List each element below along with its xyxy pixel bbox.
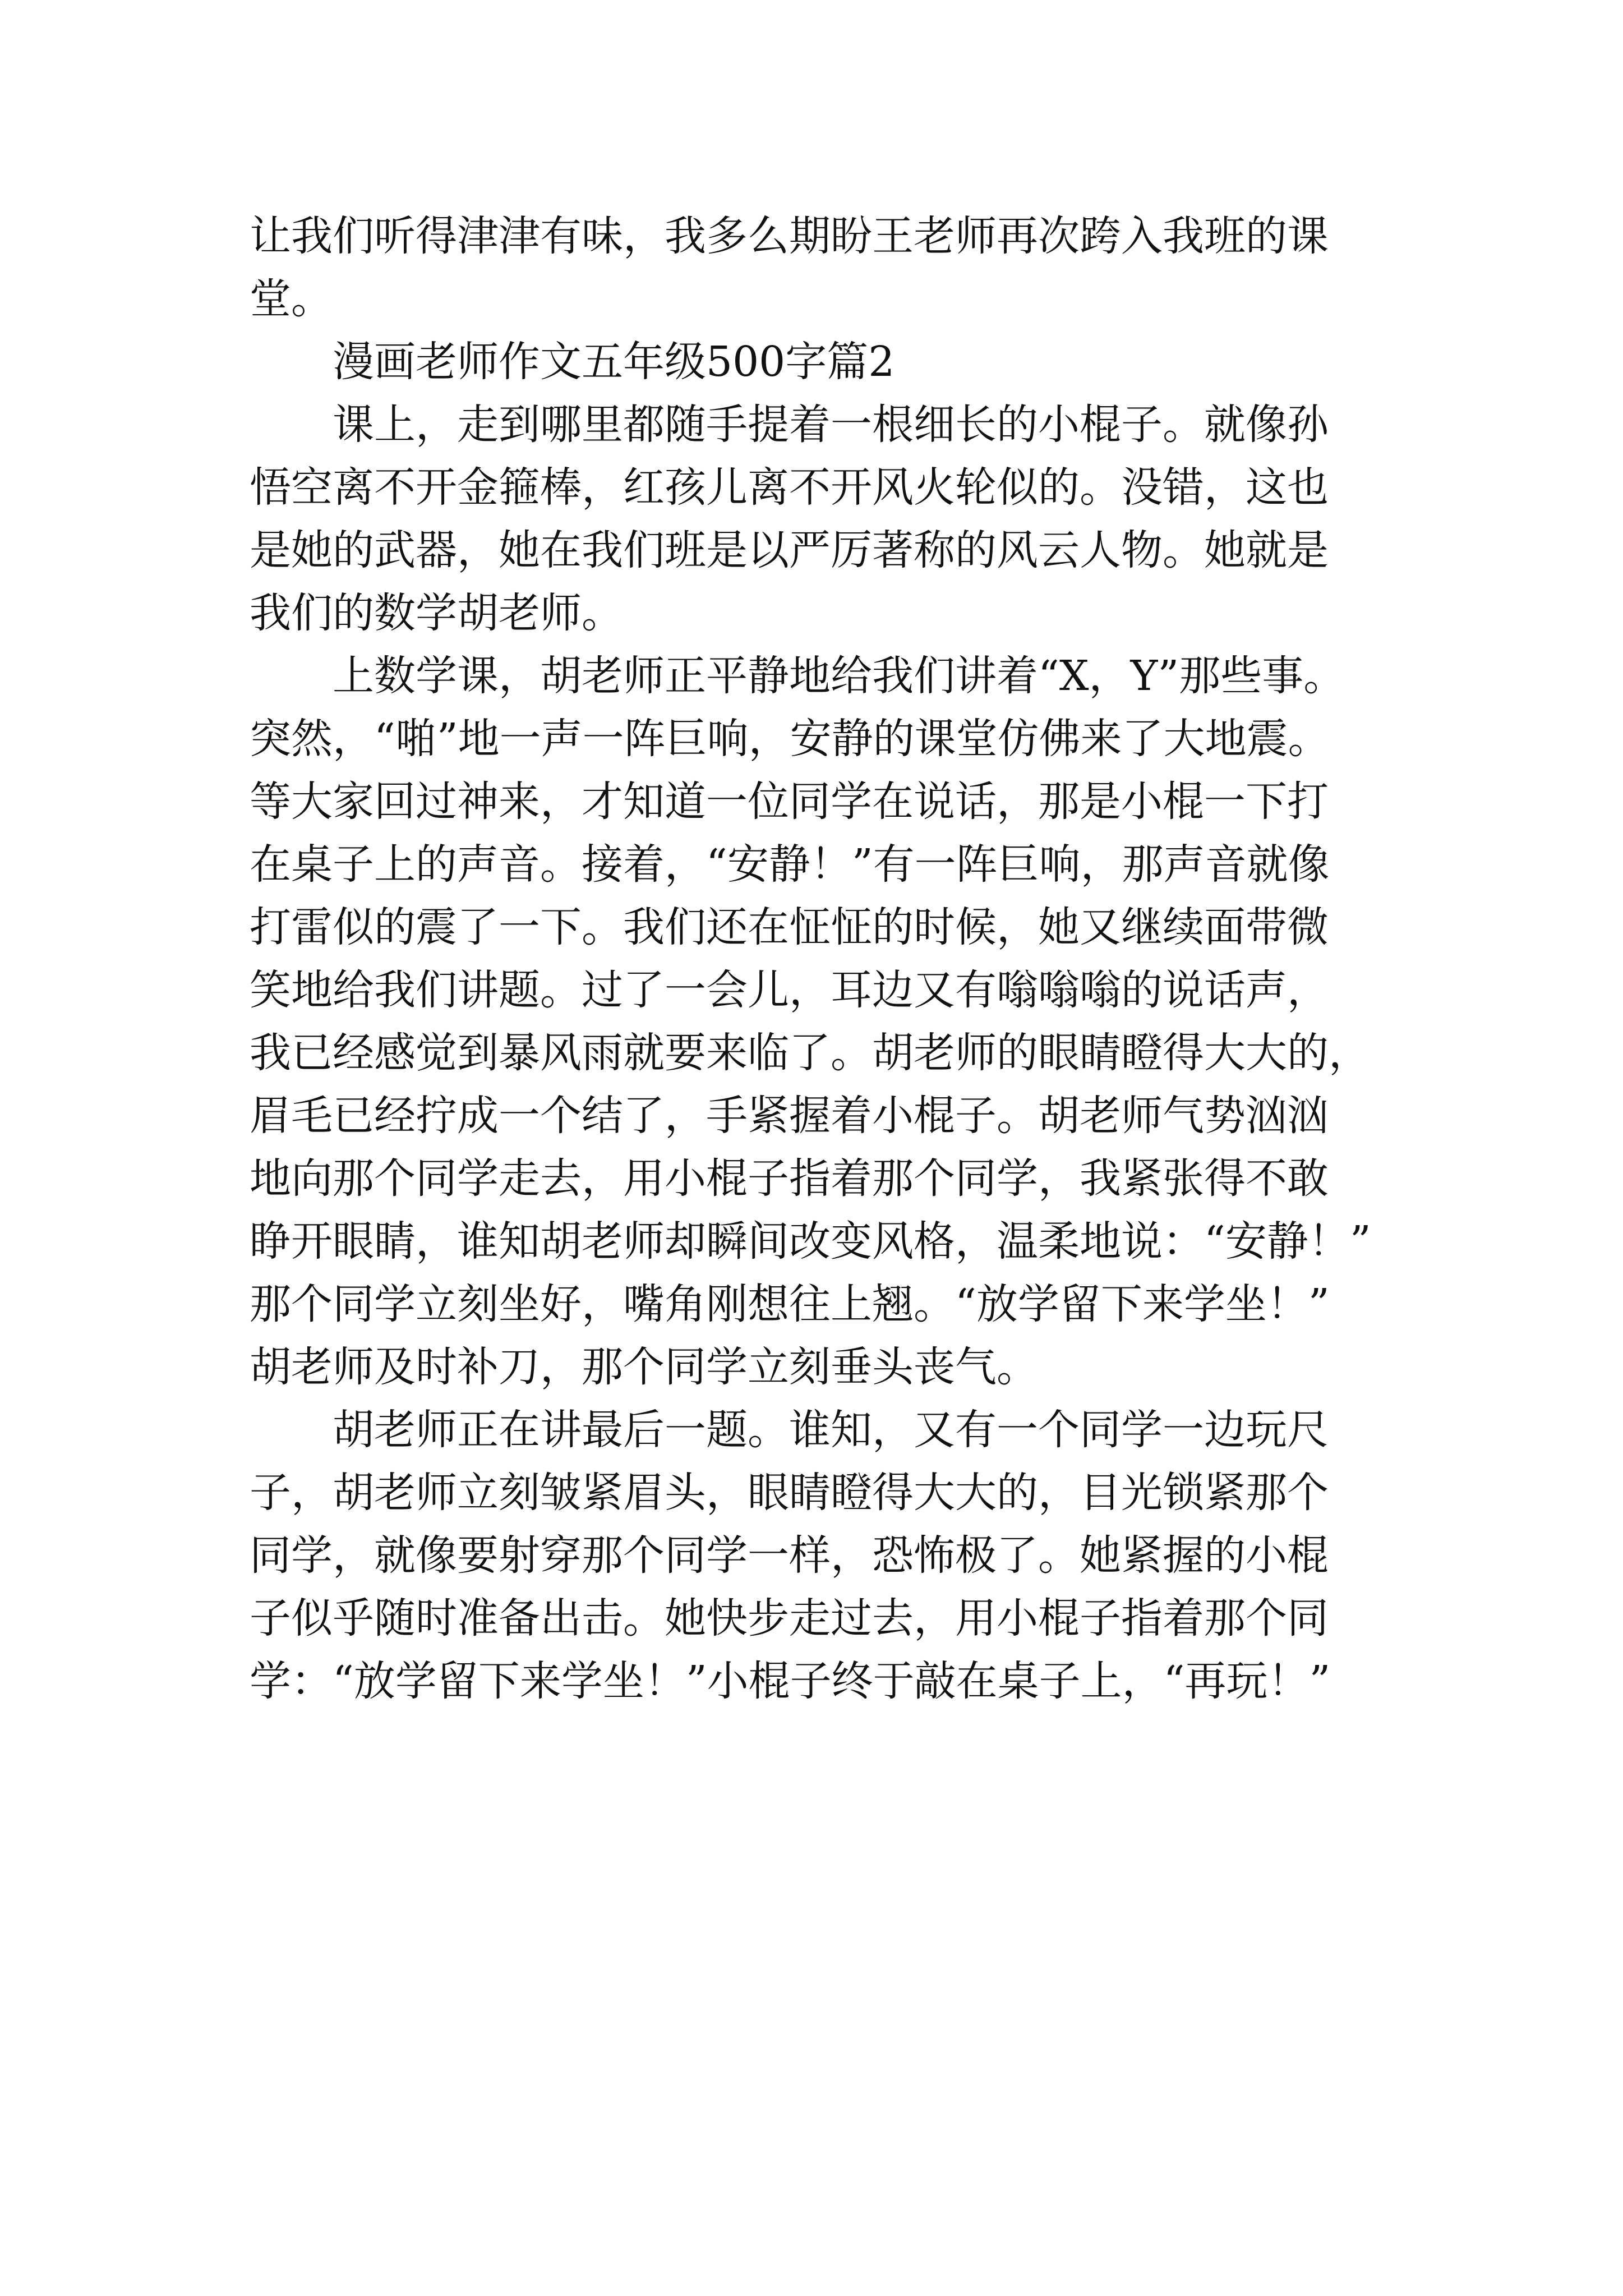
paragraph-2 <box>250 645 1382 1398</box>
paragraph-line: 突然，“啪”地一声一阵巨响，安静的课堂仿佛来了大地震。 <box>250 715 1330 763</box>
continuation-line: 让我们听得津津有味，我多么期盼王老师再次跨入我班的课 <box>250 212 1329 260</box>
paragraph-line: 胡老师正在讲最后一题。谁知，又有一个同学一边玩尺 <box>333 1406 1329 1454</box>
paragraph-line: 地向那个同学走去，用小棍子指着那个同学，我紧张得不敢 <box>250 1154 1329 1203</box>
paragraph-3 <box>250 1398 1382 1713</box>
paragraph-line: 悟空离不开金箍棒，红孩儿离不开风火轮似的。没错，这也 <box>250 463 1329 512</box>
continuation-line: 堂。 <box>250 275 333 323</box>
paragraph-line: 笑地给我们讲题。过了一会儿，耳边又有嗡嗡嗡的说话声， <box>250 966 1329 1014</box>
paragraph-line: 子，胡老师立刻皱紧眉头，眼睛瞪得大大的，目光锁紧那个 <box>250 1469 1329 1517</box>
paragraph-line: 子似乎随时准备出击。她快步走过去，用小棍子指着那个同 <box>250 1594 1329 1642</box>
paragraph-line: 眉毛已经拧成一个结了，手紧握着小棍子。胡老师气势汹汹 <box>250 1092 1329 1140</box>
paragraph-line: 打雷似的震了一下。我们还在怔怔的时候，她又继续面带微 <box>250 903 1329 951</box>
paragraph-line: 睁开眼睛，谁知胡老师却瞬间改变风格，温柔地说：“安静！” <box>250 1217 1371 1266</box>
paragraph-line: 那个同学立刻坐好，嘴角刚想往上翘。“放学留下来学坐！” <box>250 1280 1330 1328</box>
paragraph-line: 在桌子上的声音。接着，“安静！”有一阵巨响，那声音就像 <box>250 840 1330 889</box>
document-body <box>250 205 1382 1713</box>
section-heading: 漫画老师作文五年级500字篇2 <box>333 338 895 386</box>
paragraph-line: 学：“放学留下来学坐！”小棍子终于敲在桌子上，“再玩！” <box>250 1657 1331 1705</box>
paragraph-line: 上数学课，胡老师正平静地给我们讲着“X，Y”那些事。 <box>333 652 1345 700</box>
paragraph-line: 我们的数学胡老师。 <box>250 589 623 637</box>
paragraph-line: 胡老师及时补刀，那个同学立刻垂头丧气。 <box>250 1343 1038 1391</box>
paragraph-1 <box>250 393 1382 645</box>
paragraph-line: 课上，走到哪里都随手提着一根细长的小棍子。就像孙 <box>333 401 1329 449</box>
paragraph-line: 等大家回过神来，才知道一位同学在说话，那是小棍一下打 <box>250 777 1329 826</box>
paragraph-line: 同学，就像要射穿那个同学一样，恐怖极了。她紧握的小棍 <box>250 1531 1329 1580</box>
paragraph-line: 是她的武器，她在我们班是以严厉著称的风云人物。她就是 <box>250 526 1329 574</box>
paragraph-line: 我已经感觉到暴风雨就要来临了。胡老师的眼睛瞪得大大的， <box>250 1029 1370 1077</box>
